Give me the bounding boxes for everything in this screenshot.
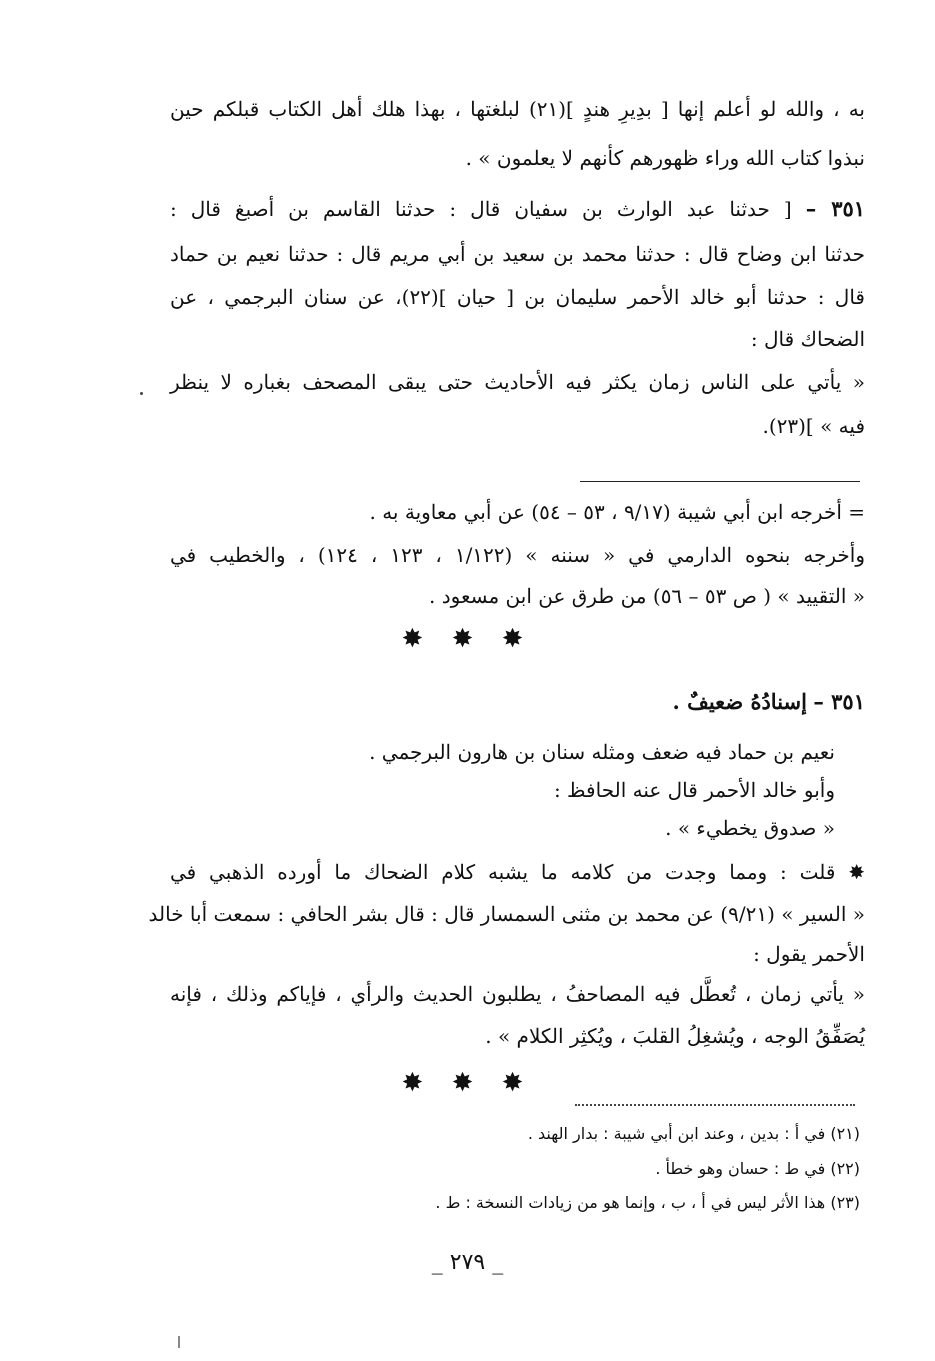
text-line: به ، والله لو أعلم إنها [ بدِيرِ هندٍ ](٢١) لبلغتها ، بهذا هلك أهل الكتاب قبلكم حين — [170, 97, 865, 121]
takhrij-line: وأخرجه بنحوه الدارمي في « سننه » (١/١٢٢ ، ١٢٣ ، ١٢٤) ، والخطيب في — [170, 543, 866, 567]
ink-speck — [178, 1336, 180, 1348]
takhrij-line: = أخرجه ابن أبي شيبة (٩/١٧ ، ٥٣ – ٥٤) عن أبي معاوية به . — [369, 500, 865, 524]
note-line: ✸ قلت : ومما وجدت من كلامه ما يشبه كلام الضحاك ما أورده الذهبي في — [170, 860, 865, 884]
footnote: (٢٢) في ط : حسان وهو خطأ . — [655, 1159, 860, 1178]
footnote-divider — [580, 481, 860, 482]
hadith-number: ٣٥١ – — [805, 196, 866, 221]
text-line: نبذوا كتاب الله وراء ظهورهم كأنهم لا يعلمون » . — [465, 146, 865, 170]
grading-title: إسنادُهُ ضعيفٌ . — [672, 689, 807, 714]
hadith-text-line: حدثنا ابن وضاح قال : حدثنا محمد بن سعيد بن أبي مريم قال : حدثنا نعيم بن حماد — [170, 242, 865, 266]
takhrij-line: « التقييد » ( ص ٥٣ – ٥٦) من طرق عن ابن مسعود . — [429, 584, 865, 608]
hadith-text: [ حدثنا عبد الوارث بن سفيان قال : حدثنا القاسم بن أصبغ قال : — [170, 197, 792, 221]
grading-number: ٣٥١ – — [813, 689, 865, 714]
note-line: يُصَفِّقُ الوجه ، ويُشغِلُ القلبَ ، ويُكثِر الكلام » . — [485, 1024, 865, 1048]
hadith-text-line: قال : حدثنا أبو خالد الأحمر سليمان بن [ حيان ](٢٢)، عن سنان البرجمي ، عن — [170, 285, 865, 309]
hadith-text-line: فيه » ](٢٣). — [762, 414, 865, 438]
hadith-text-line: الضحاك قال : — [750, 327, 865, 351]
note-line: « السير » (٩/٢١) عن محمد بن مثنى السمسار قال : قال بشر الحافي : سمعت أبا خالد — [148, 902, 865, 926]
section-separator: ✸ ✸ ✸ — [401, 1068, 534, 1098]
footnotes-divider — [575, 1104, 855, 1106]
page-number: _ ٢٧٩ _ — [431, 1250, 504, 1275]
grading-line: وأبو خالد الأحمر قال عنه الحافظ : — [553, 778, 835, 802]
grading-line: نعيم بن حماد فيه ضعف ومثله سنان بن هارون البرجمي . — [369, 740, 835, 764]
note-line: الأحمر يقول : — [753, 942, 865, 966]
note-line: « يأتي زمان ، تُعطَّل فيه المصاحفُ ، يطلبون الحديث والرأي ، فإياكم وذلك ، فإنه — [170, 982, 865, 1006]
hadith-text-line: « يأتي على الناس زمان يكثر فيه الأحاديث حتى يبقى المصحف بغباره لا ينظر — [170, 370, 865, 394]
grading-line: « صدوق يخطيء » . — [665, 816, 835, 840]
hadith-first-line — [170, 195, 865, 223]
section-separator: ✸ ✸ ✸ — [401, 624, 534, 654]
grading-heading — [672, 688, 865, 716]
footnote: (٢٣) هذا الأثر ليس في أ ، ب ، وإنما هو من زيادات النسخة : ط . — [435, 1193, 860, 1212]
footnote: (٢١) في أ : بدين ، وعند ابن أبي شيبة : بدار الهند . — [527, 1124, 860, 1143]
ink-speck — [140, 392, 143, 395]
